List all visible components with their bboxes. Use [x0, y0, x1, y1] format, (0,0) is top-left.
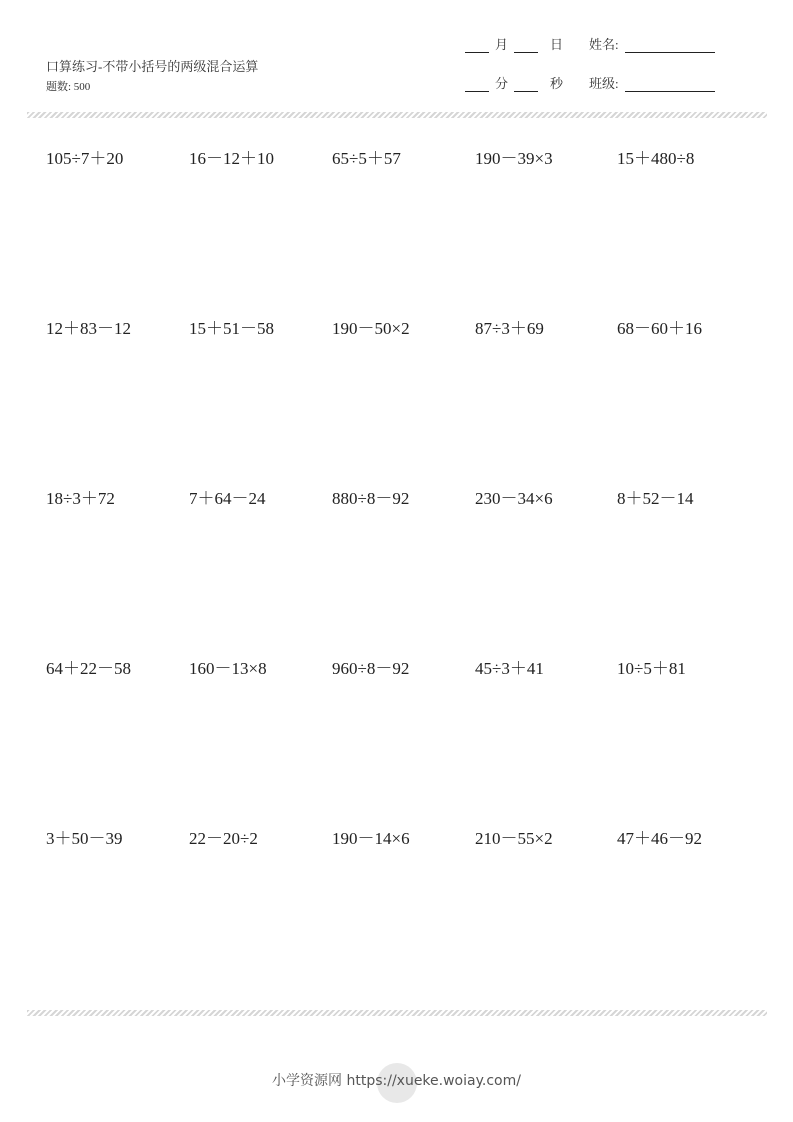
problem-item: 190－14×6	[332, 829, 410, 848]
minute-blank[interactable]	[465, 79, 489, 92]
problem-item: 15＋51－58	[189, 319, 274, 338]
problem-item: 10÷5＋81	[617, 659, 686, 678]
problem-item: 190－39×3	[475, 149, 553, 168]
problem-item: 15＋480÷8	[617, 149, 695, 168]
month-label: 月	[495, 37, 509, 52]
class-blank[interactable]	[625, 79, 715, 92]
bottom-divider	[27, 1010, 767, 1016]
problem-item: 880÷8－92	[332, 489, 410, 508]
worksheet-title: 口算练习-不带小括号的两级混合运算	[46, 59, 259, 74]
name-label: 姓名:	[589, 37, 619, 52]
month-blank[interactable]	[465, 40, 489, 53]
problem-item: 12＋83－12	[46, 319, 131, 338]
problem-item: 22－20÷2	[189, 829, 258, 848]
problem-item: 210－55×2	[475, 829, 553, 848]
problem-item: 8＋52－14	[617, 489, 694, 508]
second-label: 秒	[550, 76, 564, 91]
day-label: 日	[550, 37, 564, 52]
date-fields	[465, 34, 563, 53]
problem-item: 105÷7＋20	[46, 149, 124, 168]
problem-item: 68－60＋16	[617, 319, 702, 338]
problem-item: 65÷5＋57	[332, 149, 401, 168]
time-fields	[465, 73, 563, 92]
class-label: 班级:	[589, 76, 619, 91]
problem-item: 960÷8－92	[332, 659, 410, 678]
problem-item: 230－34×6	[475, 489, 553, 508]
top-divider	[27, 112, 767, 118]
problem-item: 160－13×8	[189, 659, 267, 678]
problem-item: 7＋64－24	[189, 489, 266, 508]
minute-label: 分	[495, 76, 509, 91]
class-field	[589, 73, 715, 92]
problem-item: 190－50×2	[332, 319, 410, 338]
problem-item: 87÷3＋69	[475, 319, 544, 338]
name-blank[interactable]	[625, 40, 715, 53]
problem-item: 16－12＋10	[189, 149, 274, 168]
footer-source: 小学资源网 https://xueke.woiay.com/	[272, 1073, 521, 1089]
problem-item: 18÷3＋72	[46, 489, 115, 508]
second-blank[interactable]	[514, 79, 538, 92]
problem-item: 3＋50－39	[46, 829, 123, 848]
problem-item: 45÷3＋41	[475, 659, 544, 678]
problem-item: 64＋22－58	[46, 659, 131, 678]
day-blank[interactable]	[514, 40, 538, 53]
name-field	[589, 34, 715, 53]
problem-count: 题数: 500	[46, 81, 91, 93]
problem-item: 47＋46－92	[617, 829, 702, 848]
